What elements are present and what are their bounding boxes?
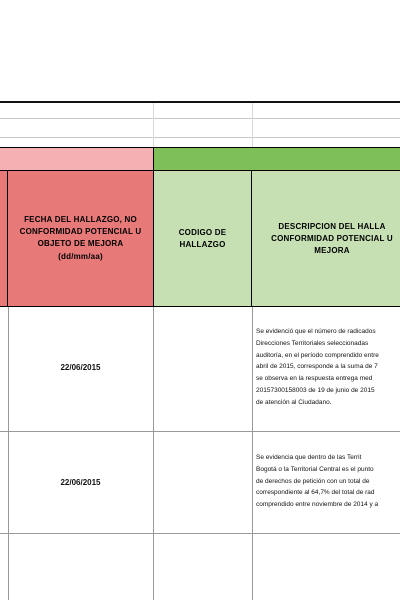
row1-desc-line: de atención al Ciudadano. (256, 398, 332, 406)
grid-col-line (153, 103, 154, 147)
row2-fecha: 22/06/2015 (60, 478, 101, 487)
header-descripcion-label: DESCRIPCION DEL HALLA CONFORMIDAD POTENCIAL U MEJORA (271, 221, 393, 255)
row1-descripcion (256, 326, 400, 409)
row1-desc-line: 20157300158003 de 19 de junio de 2015 (256, 386, 375, 394)
left-stub-header (0, 171, 8, 307)
header-codigo (153, 171, 252, 307)
row-separator (0, 431, 400, 432)
row2-descripcion (256, 452, 400, 511)
row-separator (0, 533, 400, 534)
header-codigo-label: CODIGO DE HALLAZGO (178, 227, 227, 249)
grid-col-line (252, 103, 253, 147)
row2-desc-line: comprendido entre noviembre de 2014 y a (256, 501, 379, 509)
row2-desc-line: de derechos de petición con un total de (256, 477, 370, 485)
header-fecha-label: FECHA DEL HALLAZGO, NO CONFORMIDAD POTENCIAL U OBJETO DE MEJORA (19, 215, 142, 248)
row1-fecha: 22/06/2015 (60, 363, 101, 372)
body-col-line (153, 307, 154, 600)
row1-desc-line: abril de 2015, corresponde a la suma de 7 (256, 363, 378, 371)
header-fecha (8, 171, 153, 307)
grid-line (0, 137, 400, 138)
row2-desc-line: correspondiente al 64,7% del total de rad (256, 489, 375, 497)
body-left-line (8, 307, 9, 600)
row1-desc-line: se observa en la respuesta entrega med (256, 375, 373, 383)
header-fecha-format: (dd/mm/aa) (58, 252, 103, 261)
header-descripcion (252, 171, 400, 307)
body-col-line (252, 307, 253, 600)
pink-band (0, 147, 153, 171)
row2-desc-line: Se evidencia que dentro de las Territ (256, 454, 362, 461)
green-band (153, 147, 400, 171)
row2-desc-line: Bogotá o la Territorial Central es el punto (256, 465, 374, 473)
row1-desc-line: Se evidenció que el número de radicados (256, 328, 376, 335)
top-rule (0, 101, 400, 103)
row1-desc-line: Direcciones Territoriales seleccionadas (256, 339, 369, 347)
grid-line (0, 118, 400, 119)
row1-desc-line: auditoría, en el período comprendido entre (256, 351, 379, 359)
